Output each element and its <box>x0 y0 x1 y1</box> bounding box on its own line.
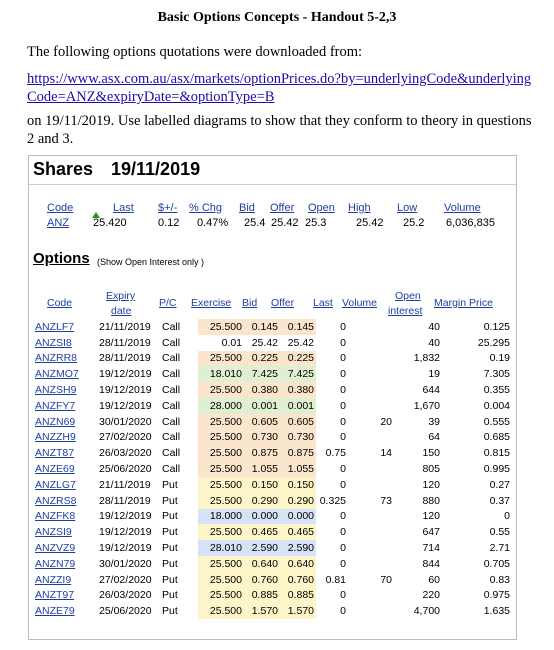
expiry-date: 19/12/2019 <box>99 542 152 555</box>
margin-price: 0.19 <box>489 352 510 365</box>
expiry-date: 28/11/2019 <box>99 494 151 507</box>
bid-price: 1.570 <box>244 603 280 619</box>
table-row <box>29 588 514 604</box>
exercise-price: 25.500 <box>198 461 244 477</box>
put-call: Call <box>162 447 181 460</box>
volume <box>348 588 394 604</box>
exercise-price: 25.500 <box>198 414 244 430</box>
offer-price: 0.001 <box>280 398 316 414</box>
open-interest: 40 <box>428 336 440 349</box>
expiry-date: 19/12/2019 <box>99 384 152 397</box>
volume: 14 <box>380 447 392 460</box>
open-interest: 19 <box>428 368 440 381</box>
bid-price: 0.001 <box>244 398 280 414</box>
volume <box>348 351 394 367</box>
offer-price: 25.42 <box>287 336 314 349</box>
intro-text: The following options quotations were downloaded from: <box>27 44 363 60</box>
exercise-price: 28.010 <box>198 540 244 556</box>
offer-price: 0.875 <box>280 445 316 461</box>
bid-price: 0.145 <box>244 319 280 335</box>
open-interest: 880 <box>422 494 440 507</box>
exercise-price: 25.500 <box>198 556 244 572</box>
exercise-price: 25.500 <box>198 493 244 509</box>
offer-price: 0.150 <box>280 477 316 493</box>
table-row <box>29 477 514 493</box>
volume <box>348 398 394 414</box>
offer-price: 0.290 <box>280 493 316 509</box>
volume <box>348 461 394 477</box>
open-interest: 220 <box>422 589 440 602</box>
margin-price: 7.305 <box>483 368 510 381</box>
open-interest: 844 <box>422 557 440 570</box>
table-row <box>29 524 514 540</box>
exercise-price: 25.500 <box>198 351 244 367</box>
margin-price: 0.83 <box>489 573 510 586</box>
bid-price: 2.590 <box>244 540 280 556</box>
opt-header-expiry: Expiry <box>106 290 136 302</box>
expiry-date: 28/11/2019 <box>99 352 151 365</box>
option-code[interactable]: ANZE69 <box>35 463 75 476</box>
volume: 20 <box>380 415 392 428</box>
table-row <box>29 603 514 619</box>
shares-bid: 25.4 <box>244 217 266 229</box>
put-call: Call <box>162 320 181 333</box>
table-row <box>29 572 514 588</box>
option-code[interactable]: ANZT97 <box>35 589 75 602</box>
option-code[interactable]: ANZFY7 <box>35 399 76 412</box>
opt-header-margin: Margin Price <box>434 297 493 309</box>
expiry-date: 28/11/2019 <box>99 336 151 349</box>
margin-price: 0.555 <box>483 415 510 428</box>
margin-price: 0.55 <box>489 526 510 539</box>
last-price: 0 <box>340 384 346 397</box>
exercise-price: 18.000 <box>198 509 244 525</box>
last-price: 0.81 <box>325 573 346 586</box>
bid-price: 0.000 <box>244 509 280 525</box>
exercise-price: 25.500 <box>198 524 244 540</box>
expiry-date: 21/11/2019 <box>99 478 151 491</box>
open-interest: 647 <box>422 526 440 539</box>
exercise-price: 0.01 <box>221 336 242 349</box>
shares-header-bid: Bid <box>239 202 255 214</box>
last-price: 0 <box>340 478 346 491</box>
shares-header-offer: Offer <box>270 202 295 214</box>
margin-price: 0.125 <box>483 320 510 333</box>
shares-header-volume: Volume <box>444 202 481 214</box>
option-code[interactable]: ANZLG7 <box>35 478 76 491</box>
opt-header-open: Open <box>395 290 421 302</box>
last-price: 0 <box>340 557 346 570</box>
table-row <box>29 335 514 351</box>
put-call: Call <box>162 463 181 476</box>
exercise-price: 25.500 <box>198 572 244 588</box>
options-subtitle: (Show Open Interest only ) <box>97 257 205 267</box>
option-code[interactable]: ANZT87 <box>35 447 75 460</box>
volume: 70 <box>380 573 392 586</box>
open-interest: 60 <box>428 573 440 586</box>
shares-low: 25.2 <box>403 217 425 229</box>
put-call: Call <box>162 431 181 444</box>
put-call: Call <box>162 415 181 428</box>
expiry-date: 30/01/2020 <box>99 557 152 570</box>
expiry-date: 25/06/2020 <box>99 463 152 476</box>
volume: 73 <box>380 494 392 507</box>
option-code[interactable]: ANZVZ9 <box>35 542 76 555</box>
shares-change: 0.12 <box>158 217 180 229</box>
spreadsheet <box>28 155 517 640</box>
option-code[interactable]: ANZN69 <box>35 415 76 428</box>
last-price: 0 <box>340 542 346 555</box>
volume <box>348 603 394 619</box>
table-row <box>29 509 514 525</box>
options-table <box>29 319 514 619</box>
last-price: 0 <box>340 605 346 618</box>
shares-volume: 6,036,835 <box>446 217 495 229</box>
option-code[interactable]: ANZRR8 <box>35 352 78 365</box>
table-row <box>29 461 514 477</box>
option-code[interactable]: ANZFK8 <box>35 510 76 523</box>
option-code[interactable]: ANZZH9 <box>35 431 76 444</box>
option-code[interactable]: ANZZI9 <box>35 573 72 586</box>
last-price: 0 <box>340 463 346 476</box>
put-call: Put <box>162 589 178 602</box>
put-call: Put <box>162 573 178 586</box>
exercise-price: 28.000 <box>198 398 244 414</box>
margin-price: 2.71 <box>489 542 510 555</box>
volume <box>348 524 394 540</box>
open-interest: 1,670 <box>413 399 440 412</box>
bid-price: 0.760 <box>244 572 280 588</box>
last-price: 0 <box>340 589 346 602</box>
margin-price: 0.685 <box>483 431 510 444</box>
open-interest: 1,832 <box>413 352 440 365</box>
bid-price: 0.875 <box>244 445 280 461</box>
offer-price: 0.225 <box>280 351 316 367</box>
offer-price: 0.465 <box>280 524 316 540</box>
option-code[interactable]: ANZSI8 <box>35 336 72 349</box>
option-code[interactable]: ANZE79 <box>35 605 75 618</box>
margin-price: 0.815 <box>483 447 510 460</box>
last-price: 0 <box>340 415 346 428</box>
opt-header-volume: Volume <box>342 297 378 309</box>
last-price: 0 <box>340 352 346 365</box>
margin-price: 1.635 <box>483 605 510 618</box>
last-price: 0.75 <box>325 447 346 460</box>
volume <box>348 540 394 556</box>
table-row <box>29 351 514 367</box>
expiry-date: 19/12/2019 <box>99 368 152 381</box>
expiry-date: 21/11/2019 <box>99 320 151 333</box>
put-call: Call <box>162 368 181 381</box>
put-call: Call <box>162 399 181 412</box>
shares-header-open: Open <box>308 202 335 214</box>
offer-price: 0.605 <box>280 414 316 430</box>
open-interest: 40 <box>428 320 440 333</box>
offer-price: 0.760 <box>280 572 316 588</box>
table-row <box>29 540 514 556</box>
shares-header-pct-change: % Chg <box>189 202 223 214</box>
option-code[interactable]: ANZMO7 <box>35 368 79 381</box>
margin-price: 0.355 <box>483 384 510 397</box>
opt-header-pc: P/C <box>159 297 177 309</box>
volume <box>348 509 394 525</box>
volume <box>348 477 394 493</box>
last-price: 0 <box>340 510 346 523</box>
open-interest: 120 <box>422 510 440 523</box>
shares-header-last: Last <box>113 202 134 214</box>
put-call: Put <box>162 478 178 491</box>
margin-price: 0.27 <box>489 478 510 491</box>
table-row <box>29 556 514 572</box>
opt-header-date: date <box>111 305 132 317</box>
shares-offer: 25.42 <box>271 217 299 229</box>
open-interest: 4,700 <box>413 605 440 618</box>
shares-code[interactable]: ANZ <box>47 217 69 229</box>
last-price: 0 <box>340 431 346 444</box>
last-price: 0 <box>340 320 346 333</box>
opt-header-last: Last <box>313 297 333 309</box>
put-call: Put <box>162 526 178 539</box>
offer-price: 2.590 <box>280 540 316 556</box>
options-title: Options <box>33 250 90 267</box>
opt-header-exercise: Exercise <box>191 297 232 309</box>
table-row <box>29 382 514 398</box>
table-row <box>29 398 514 414</box>
volume <box>348 430 394 446</box>
expiry-date: 27/02/2020 <box>99 573 152 586</box>
table-row <box>29 445 514 461</box>
exercise-price: 25.500 <box>198 603 244 619</box>
put-call: Call <box>162 336 181 349</box>
table-row <box>29 366 514 382</box>
bid-price: 0.225 <box>244 351 280 367</box>
shares-last: 25.420 <box>93 217 127 229</box>
opt-header-code: Code <box>47 297 73 309</box>
shares-date: 19/11/2019 <box>111 159 201 179</box>
volume <box>348 382 394 398</box>
margin-price: 0.37 <box>489 494 510 507</box>
open-interest: 64 <box>428 431 440 444</box>
volume <box>348 335 394 351</box>
expiry-date: 26/03/2020 <box>99 447 152 460</box>
offer-price: 0.380 <box>280 382 316 398</box>
volume <box>348 556 394 572</box>
last-price: 0 <box>340 526 346 539</box>
put-call: Put <box>162 542 178 555</box>
expiry-date: 19/12/2019 <box>99 526 152 539</box>
volume <box>348 366 394 382</box>
source-link[interactable]: https://www.asx.com.au/asx/markets/optionPrices.do?by=underlyingCode&underlyingCode=ANZ&expiryDate=&optionType=B <box>27 71 532 105</box>
expiry-date: 19/12/2019 <box>99 399 152 412</box>
shares-title: Shares <box>33 159 94 179</box>
open-interest: 805 <box>422 463 440 476</box>
put-call: Put <box>162 494 178 507</box>
offer-price: 0.730 <box>280 430 316 446</box>
open-interest: 644 <box>422 384 440 397</box>
expiry-date: 19/12/2019 <box>99 510 152 523</box>
option-code[interactable]: ANZRS8 <box>35 494 77 507</box>
last-price: 0 <box>340 336 346 349</box>
open-interest: 39 <box>428 415 440 428</box>
shares-header-code: Code <box>47 202 74 214</box>
bid-price: 0.640 <box>244 556 280 572</box>
option-code[interactable]: ANZLF7 <box>35 320 75 333</box>
open-interest: 120 <box>422 478 440 491</box>
page-title: Basic Options Concepts - Handout 5-2,3 <box>157 10 397 25</box>
open-interest: 150 <box>422 447 440 460</box>
option-code[interactable]: ANZSI9 <box>35 526 72 539</box>
offer-price: 0.145 <box>280 319 316 335</box>
put-call: Put <box>162 605 178 618</box>
option-code[interactable]: ANZSH9 <box>35 384 77 397</box>
bid-price: 0.150 <box>244 477 280 493</box>
shares-header-change: $+/- <box>158 202 178 214</box>
bid-price: 0.885 <box>244 588 280 604</box>
bid-price: 7.425 <box>244 366 280 382</box>
opt-header-interest: interest <box>388 305 423 317</box>
table-row <box>29 493 514 509</box>
exercise-price: 18.010 <box>198 366 244 382</box>
exercise-price: 25.500 <box>198 445 244 461</box>
opt-header-bid: Bid <box>242 297 258 309</box>
bid-price: 0.730 <box>244 430 280 446</box>
shares-header-low: Low <box>397 202 418 214</box>
last-price: 0 <box>340 399 346 412</box>
shares-pct-change: 0.47% <box>197 217 229 229</box>
option-code[interactable]: ANZN79 <box>35 557 76 570</box>
margin-price: 0.705 <box>483 557 510 570</box>
margin-price: 0 <box>504 510 510 523</box>
instruction-text: on 19/11/2019. Use labelled diagrams to show that they conform to theory in questions 2 and 3. <box>27 113 532 147</box>
expiry-date: 26/03/2020 <box>99 589 152 602</box>
bid-price: 0.465 <box>244 524 280 540</box>
exercise-price: 25.500 <box>198 319 244 335</box>
bid-price: 0.605 <box>244 414 280 430</box>
expiry-date: 25/06/2020 <box>99 605 152 618</box>
last-price: 0.325 <box>319 494 346 507</box>
exercise-price: 25.500 <box>198 382 244 398</box>
margin-price: 25.295 <box>477 336 510 349</box>
put-call: Put <box>162 557 178 570</box>
last-price: 0 <box>340 368 346 381</box>
expiry-date: 30/01/2020 <box>99 415 152 428</box>
put-call: Call <box>162 384 181 397</box>
shares-header <box>29 156 516 185</box>
offer-price: 0.885 <box>280 588 316 604</box>
shares-high: 25.42 <box>356 217 384 229</box>
offer-price: 0.640 <box>280 556 316 572</box>
expiry-date: 27/02/2020 <box>99 431 152 444</box>
margin-price: 0.995 <box>483 463 510 476</box>
shares-open: 25.3 <box>305 217 327 229</box>
margin-price: 0.975 <box>483 589 510 602</box>
exercise-price: 25.500 <box>198 430 244 446</box>
offer-price: 1.570 <box>280 603 316 619</box>
bid-price: 25.42 <box>251 336 278 349</box>
offer-price: 7.425 <box>280 366 316 382</box>
table-row <box>29 430 514 446</box>
bid-price: 0.380 <box>244 382 280 398</box>
shares-header-high: High <box>348 202 371 214</box>
table-row <box>29 319 514 335</box>
margin-price: 0.004 <box>483 399 510 412</box>
open-interest: 714 <box>422 542 440 555</box>
opt-header-offer: Offer <box>271 297 295 309</box>
bid-price: 0.290 <box>244 493 280 509</box>
offer-price: 1.055 <box>280 461 316 477</box>
offer-price: 0.000 <box>280 509 316 525</box>
bid-price: 1.055 <box>244 461 280 477</box>
exercise-price: 25.500 <box>198 477 244 493</box>
table-row <box>29 414 514 430</box>
volume <box>348 319 394 335</box>
exercise-price: 25.500 <box>198 588 244 604</box>
put-call: Put <box>162 510 178 523</box>
put-call: Call <box>162 352 181 365</box>
